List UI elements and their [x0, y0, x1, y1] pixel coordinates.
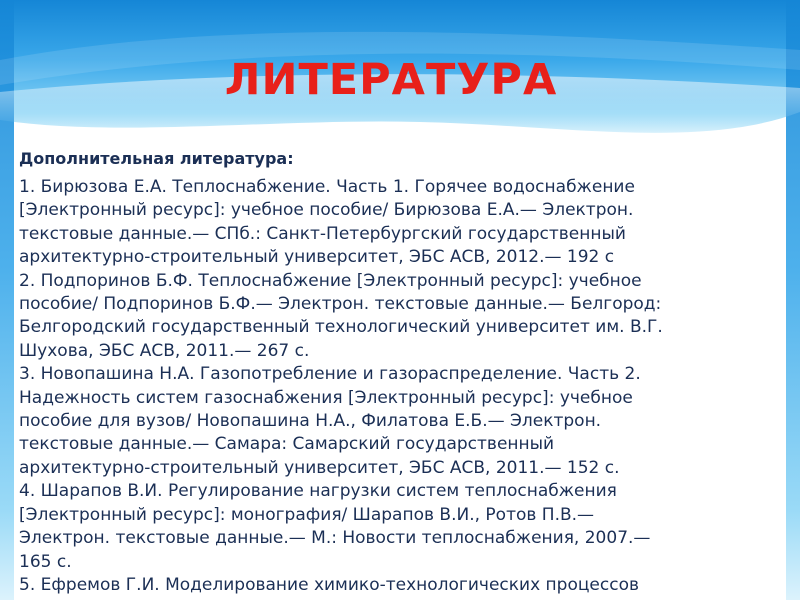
slide-title: ЛИТЕРАТУРА: [224, 55, 558, 105]
subheading: Дополнительная литература:: [19, 149, 294, 168]
reference-item: 5. Ефремов Г.И. Моделирование химико-технологических процессов: [19, 574, 639, 595]
reference-item: 2. Подпоринов Б.Ф. Теплоснабжение [Электронный ресурс]: учебное пособие/ Подпоринов Б.Ф.— Электрон. текстовые данные.— Белгород: Белгородский государственный технологический университет им. В.Г. Шухова, ЭБС АСВ, 2011.— 267 с.: [19, 270, 663, 361]
reference-item: 1. Бирюзова Е.А. Теплоснабжение. Часть 1. Горячее водоснабжение [Электронный ресурс]: учебное пособие/ Бирюзова Е.А.— Электрон. текстовые данные.— СПб.: Санкт-Петербургский государственный архитектурно-строительный университет, ЭБС АСВ, 2012.— 192 с: [19, 177, 635, 268]
reference-item: 4. Шарапов В.И. Регулирование нагрузки систем теплоснабжения [Электронный ресурс]: монография/ Шарапов В.И., Ротов П.В.— Электрон. текстовые данные.— М.: Новости теплоснабжения, 2007.— 165 с.: [19, 481, 651, 572]
reference-item: 3. Новопашина Н.А. Газопотребление и газораспределение. Часть 2. Надежность систем газоснабжения [Электронный ресурс]: учебное пособие для вузов/ Новопашина Н.А., Филатова Е.Б.— Электрон. текстовые данные.— Самара: Самарский государственный архитектурно-строительный университет, ЭБС АСВ, 2011.— 152 с.: [19, 364, 641, 478]
references-content: [19, 147, 789, 597]
